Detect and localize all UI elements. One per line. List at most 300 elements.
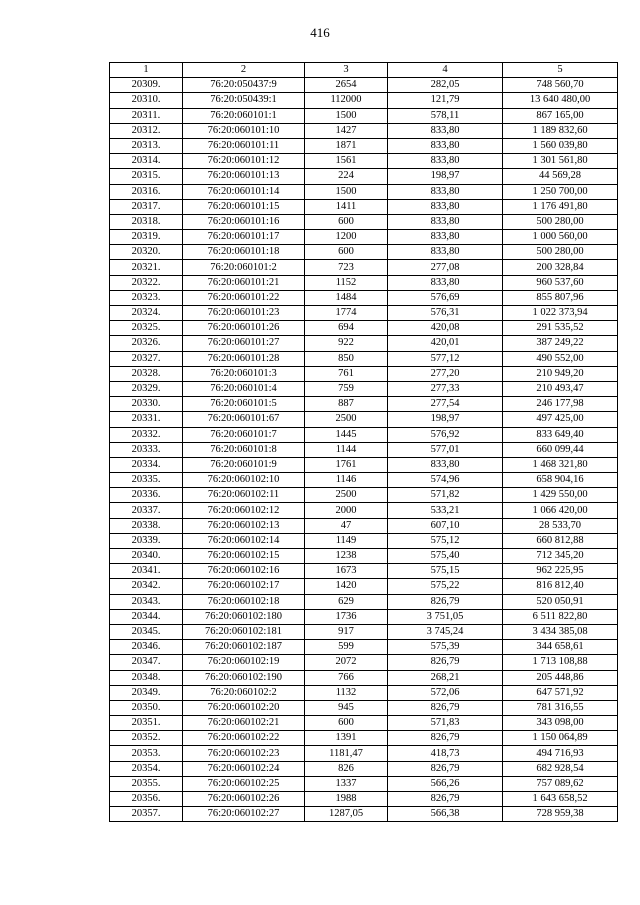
table-row [110,457,618,472]
cadastral-value-cell: 44 569,28 [503,169,618,184]
table-row [110,549,618,564]
table-row [110,351,618,366]
table-row [110,427,618,442]
row-number-cell: 20352. [110,731,183,746]
row-number-cell: 20347. [110,655,183,670]
cadastral-number-cell: 76:20:060101:15 [183,199,305,214]
cadastral-number-cell: 76:20:060102:181 [183,624,305,639]
cadastral-number-cell: 76:20:060102:10 [183,473,305,488]
cadastral-number-cell: 76:20:060101:23 [183,306,305,321]
specific-value-cell: 833,80 [388,457,503,472]
area-cell: 759 [305,381,388,396]
cadastral-number-cell: 76:20:060101:21 [183,275,305,290]
area-cell: 600 [305,716,388,731]
row-number-cell: 20320. [110,245,183,260]
row-number-cell: 20329. [110,381,183,396]
specific-value-cell: 826,79 [388,792,503,807]
table-row [110,609,618,624]
row-number-cell: 20319. [110,230,183,245]
cadastral-value-cell: 1 150 064,89 [503,731,618,746]
area-cell: 826 [305,761,388,776]
cadastral-value-cell: 1 022 373,94 [503,306,618,321]
row-number-cell: 20344. [110,609,183,624]
cadastral-value-cell: 962 225,95 [503,564,618,579]
specific-value-cell: 576,69 [388,290,503,305]
table-row [110,624,618,639]
table-row [110,245,618,260]
cadastral-number-cell: 76:20:060102:13 [183,518,305,533]
cadastral-number-cell: 76:20:050437:9 [183,78,305,93]
cadastral-value-cell: 1 643 658,52 [503,792,618,807]
specific-value-cell: 833,80 [388,154,503,169]
table-row [110,381,618,396]
cadastral-value-cell: 682 928,54 [503,761,618,776]
table-row [110,154,618,169]
table-row [110,655,618,670]
row-number-cell: 20323. [110,290,183,305]
area-cell: 1337 [305,776,388,791]
table-body [110,78,618,822]
row-number-cell: 20328. [110,366,183,381]
specific-value-cell: 577,12 [388,351,503,366]
row-number-cell: 20314. [110,154,183,169]
specific-value-cell: 833,80 [388,245,503,260]
row-number-cell: 20345. [110,624,183,639]
row-number-cell: 20313. [110,138,183,153]
cadastral-value-cell: 1 429 550,00 [503,488,618,503]
area-cell: 850 [305,351,388,366]
row-number-cell: 20316. [110,184,183,199]
table-row [110,321,618,336]
cadastral-number-cell: 76:20:060101:13 [183,169,305,184]
row-number-cell: 20321. [110,260,183,275]
area-cell: 1181,47 [305,746,388,761]
row-number-cell: 20336. [110,488,183,503]
cadastral-number-cell: 76:20:060102:17 [183,579,305,594]
table-row [110,397,618,412]
cadastral-number-cell: 76:20:060102:187 [183,640,305,655]
specific-value-cell: 577,01 [388,442,503,457]
area-cell: 2500 [305,488,388,503]
area-cell: 1500 [305,184,388,199]
cadastral-value-cell: 6 511 822,80 [503,609,618,624]
cadastral-value-cell: 660 812,88 [503,533,618,548]
area-cell: 1146 [305,473,388,488]
table-row [110,169,618,184]
table-row [110,93,618,108]
cadastral-number-cell: 76:20:060101:17 [183,230,305,245]
table-row [110,670,618,685]
area-cell: 1200 [305,230,388,245]
row-number-cell: 20340. [110,549,183,564]
row-number-cell: 20348. [110,670,183,685]
specific-value-cell: 277,20 [388,366,503,381]
cadastral-number-cell: 76:20:060101:4 [183,381,305,396]
specific-value-cell: 833,80 [388,230,503,245]
area-cell: 922 [305,336,388,351]
area-cell: 766 [305,670,388,685]
area-cell: 1144 [305,442,388,457]
specific-value-cell: 575,12 [388,533,503,548]
cadastral-value-cell: 748 560,70 [503,78,618,93]
land-parcel-table [109,62,618,822]
specific-value-cell: 277,54 [388,397,503,412]
page-number: 416 [310,25,330,40]
specific-value-cell: 833,80 [388,275,503,290]
row-number-cell: 20334. [110,457,183,472]
cadastral-number-cell: 76:20:060102:2 [183,685,305,700]
table-row [110,716,618,731]
table-row [110,488,618,503]
row-number-cell: 20342. [110,579,183,594]
row-number-cell: 20356. [110,792,183,807]
cadastral-value-cell: 781 316,55 [503,700,618,715]
specific-value-cell: 282,05 [388,78,503,93]
area-cell: 887 [305,397,388,412]
cadastral-value-cell: 500 280,00 [503,214,618,229]
cadastral-value-cell: 497 425,00 [503,412,618,427]
cadastral-value-cell: 867 165,00 [503,108,618,123]
table-header-row [110,63,618,78]
area-cell: 1736 [305,609,388,624]
area-cell: 2072 [305,655,388,670]
cadastral-value-cell: 1 560 039,80 [503,138,618,153]
specific-value-cell: 533,21 [388,503,503,518]
area-cell: 1871 [305,138,388,153]
cadastral-value-cell: 3 434 385,08 [503,624,618,639]
specific-value-cell: 198,97 [388,412,503,427]
cadastral-number-cell: 76:20:060101:1 [183,108,305,123]
specific-value-cell: 572,06 [388,685,503,700]
column-header-2: 2 [183,63,305,78]
cadastral-value-cell: 13 640 480,00 [503,93,618,108]
specific-value-cell: 833,80 [388,123,503,138]
specific-value-cell: 833,80 [388,138,503,153]
specific-value-cell: 575,39 [388,640,503,655]
cadastral-number-cell: 76:20:060102:22 [183,731,305,746]
row-number-cell: 20325. [110,321,183,336]
specific-value-cell: 575,40 [388,549,503,564]
row-number-cell: 20339. [110,533,183,548]
specific-value-cell: 418,73 [388,746,503,761]
table-row [110,412,618,427]
table-row [110,761,618,776]
area-cell: 1484 [305,290,388,305]
row-number-cell: 20327. [110,351,183,366]
cadastral-number-cell: 76:20:060102:23 [183,746,305,761]
cadastral-number-cell: 76:20:060102:14 [183,533,305,548]
table-row [110,108,618,123]
row-number-cell: 20310. [110,93,183,108]
cadastral-number-cell: 76:20:060101:10 [183,123,305,138]
row-number-cell: 20351. [110,716,183,731]
area-cell: 1561 [305,154,388,169]
cadastral-number-cell: 76:20:060102:12 [183,503,305,518]
cadastral-number-cell: 76:20:050439:1 [183,93,305,108]
specific-value-cell: 571,83 [388,716,503,731]
area-cell: 1132 [305,685,388,700]
row-number-cell: 20315. [110,169,183,184]
cadastral-value-cell: 712 345,20 [503,549,618,564]
table-row [110,746,618,761]
table-row [110,275,618,290]
area-cell: 1391 [305,731,388,746]
table-row [110,731,618,746]
area-cell: 629 [305,594,388,609]
row-number-cell: 20353. [110,746,183,761]
area-cell: 945 [305,700,388,715]
table-row [110,199,618,214]
row-number-cell: 20318. [110,214,183,229]
cadastral-value-cell: 210 493,47 [503,381,618,396]
specific-value-cell: 420,01 [388,336,503,351]
specific-value-cell: 3 745,24 [388,624,503,639]
cadastral-value-cell: 728 959,38 [503,807,618,822]
row-number-cell: 20326. [110,336,183,351]
row-number-cell: 20337. [110,503,183,518]
area-cell: 1761 [305,457,388,472]
area-cell: 47 [305,518,388,533]
cadastral-value-cell: 490 552,00 [503,351,618,366]
row-number-cell: 20311. [110,108,183,123]
area-cell: 1420 [305,579,388,594]
cadastral-value-cell: 1 250 700,00 [503,184,618,199]
cadastral-value-cell: 833 649,40 [503,427,618,442]
cadastral-number-cell: 76:20:060101:11 [183,138,305,153]
table-row [110,260,618,275]
column-header-5: 5 [503,63,618,78]
specific-value-cell: 578,11 [388,108,503,123]
row-number-cell: 20317. [110,199,183,214]
column-header-4: 4 [388,63,503,78]
area-cell: 600 [305,214,388,229]
cadastral-number-cell: 76:20:060102:11 [183,488,305,503]
cadastral-number-cell: 76:20:060101:9 [183,457,305,472]
specific-value-cell: 571,82 [388,488,503,503]
specific-value-cell: 198,97 [388,169,503,184]
cadastral-number-cell: 76:20:060101:7 [183,427,305,442]
area-cell: 599 [305,640,388,655]
cadastral-number-cell: 76:20:060102:21 [183,716,305,731]
area-cell: 2500 [305,412,388,427]
area-cell: 1287,05 [305,807,388,822]
area-cell: 1149 [305,533,388,548]
area-cell: 600 [305,245,388,260]
cadastral-number-cell: 76:20:060102:24 [183,761,305,776]
specific-value-cell: 575,15 [388,564,503,579]
row-number-cell: 20350. [110,700,183,715]
table-row [110,685,618,700]
area-cell: 224 [305,169,388,184]
table-row [110,366,618,381]
table-row [110,807,618,822]
specific-value-cell: 576,92 [388,427,503,442]
row-number-cell: 20330. [110,397,183,412]
area-cell: 694 [305,321,388,336]
specific-value-cell: 833,80 [388,184,503,199]
row-number-cell: 20309. [110,78,183,93]
cadastral-value-cell: 494 716,93 [503,746,618,761]
cadastral-number-cell: 76:20:060101:12 [183,154,305,169]
table-row [110,518,618,533]
cadastral-value-cell: 343 098,00 [503,716,618,731]
cadastral-value-cell: 520 050,91 [503,594,618,609]
specific-value-cell: 121,79 [388,93,503,108]
cadastral-number-cell: 76:20:060101:18 [183,245,305,260]
specific-value-cell: 566,38 [388,807,503,822]
area-cell: 2000 [305,503,388,518]
cadastral-value-cell: 1 713 108,88 [503,655,618,670]
area-cell: 761 [305,366,388,381]
cadastral-value-cell: 660 099,44 [503,442,618,457]
table-row [110,78,618,93]
cadastral-value-cell: 960 537,60 [503,275,618,290]
area-cell: 112000 [305,93,388,108]
specific-value-cell: 420,08 [388,321,503,336]
table-row [110,184,618,199]
cadastral-value-cell: 1 301 561,80 [503,154,618,169]
specific-value-cell: 826,79 [388,761,503,776]
cadastral-value-cell: 1 468 321,80 [503,457,618,472]
cadastral-number-cell: 76:20:060102:15 [183,549,305,564]
cadastral-number-cell: 76:20:060102:26 [183,792,305,807]
table-row [110,792,618,807]
cadastral-number-cell: 76:20:060102:20 [183,700,305,715]
cadastral-number-cell: 76:20:060101:28 [183,351,305,366]
cadastral-number-cell: 76:20:060101:27 [183,336,305,351]
row-number-cell: 20332. [110,427,183,442]
cadastral-value-cell: 205 448,86 [503,670,618,685]
specific-value-cell: 826,79 [388,655,503,670]
specific-value-cell: 268,21 [388,670,503,685]
area-cell: 1411 [305,199,388,214]
table-row [110,442,618,457]
specific-value-cell: 566,26 [388,776,503,791]
row-number-cell: 20346. [110,640,183,655]
cadastral-value-cell: 1 000 560,00 [503,230,618,245]
cadastral-number-cell: 76:20:060102:180 [183,609,305,624]
specific-value-cell: 826,79 [388,594,503,609]
row-number-cell: 20349. [110,685,183,700]
row-number-cell: 20322. [110,275,183,290]
cadastral-number-cell: 76:20:060102:18 [183,594,305,609]
table-row [110,776,618,791]
table-row [110,564,618,579]
area-cell: 1673 [305,564,388,579]
cadastral-value-cell: 1 066 420,00 [503,503,618,518]
specific-value-cell: 574,96 [388,473,503,488]
cadastral-value-cell: 855 807,96 [503,290,618,305]
table-row [110,336,618,351]
column-header-1: 1 [110,63,183,78]
specific-value-cell: 576,31 [388,306,503,321]
cadastral-value-cell: 344 658,61 [503,640,618,655]
cadastral-value-cell: 246 177,98 [503,397,618,412]
row-number-cell: 20324. [110,306,183,321]
row-number-cell: 20338. [110,518,183,533]
cadastral-value-cell: 757 089,62 [503,776,618,791]
row-number-cell: 20331. [110,412,183,427]
table-row [110,503,618,518]
cadastral-number-cell: 76:20:060101:67 [183,412,305,427]
row-number-cell: 20343. [110,594,183,609]
specific-value-cell: 607,10 [388,518,503,533]
specific-value-cell: 833,80 [388,199,503,214]
cadastral-value-cell: 1 176 491,80 [503,199,618,214]
cadastral-value-cell: 28 533,70 [503,518,618,533]
row-number-cell: 20335. [110,473,183,488]
area-cell: 1500 [305,108,388,123]
row-number-cell: 20333. [110,442,183,457]
row-number-cell: 20312. [110,123,183,138]
specific-value-cell: 575,22 [388,579,503,594]
area-cell: 723 [305,260,388,275]
area-cell: 1445 [305,427,388,442]
cadastral-value-cell: 658 904,16 [503,473,618,488]
table-row [110,290,618,305]
area-cell: 1774 [305,306,388,321]
cadastral-number-cell: 76:20:060102:27 [183,807,305,822]
area-cell: 2654 [305,78,388,93]
row-number-cell: 20355. [110,776,183,791]
cadastral-value-cell: 500 280,00 [503,245,618,260]
specific-value-cell: 277,08 [388,260,503,275]
table-row [110,473,618,488]
cadastral-number-cell: 76:20:060101:8 [183,442,305,457]
cadastral-number-cell: 76:20:060101:14 [183,184,305,199]
column-header-3: 3 [305,63,388,78]
area-cell: 917 [305,624,388,639]
table-row [110,700,618,715]
row-number-cell: 20357. [110,807,183,822]
cadastral-value-cell: 647 571,92 [503,685,618,700]
cadastral-value-cell: 1 189 832,60 [503,123,618,138]
specific-value-cell: 833,80 [388,214,503,229]
table-row [110,640,618,655]
area-cell: 1427 [305,123,388,138]
row-number-cell: 20354. [110,761,183,776]
table-row [110,214,618,229]
cadastral-number-cell: 76:20:060102:19 [183,655,305,670]
table-row [110,533,618,548]
cadastral-number-cell: 76:20:060101:22 [183,290,305,305]
cadastral-number-cell: 76:20:060101:2 [183,260,305,275]
table-row [110,306,618,321]
area-cell: 1988 [305,792,388,807]
cadastral-number-cell: 76:20:060102:190 [183,670,305,685]
cadastral-value-cell: 291 535,52 [503,321,618,336]
cadastral-value-cell: 210 949,20 [503,366,618,381]
table-row [110,138,618,153]
cadastral-number-cell: 76:20:060101:5 [183,397,305,412]
table-row [110,123,618,138]
cadastral-number-cell: 76:20:060101:3 [183,366,305,381]
cadastral-number-cell: 76:20:060101:26 [183,321,305,336]
specific-value-cell: 826,79 [388,700,503,715]
cadastral-number-cell: 76:20:060102:25 [183,776,305,791]
specific-value-cell: 277,33 [388,381,503,396]
cadastral-value-cell: 200 328,84 [503,260,618,275]
table-row [110,579,618,594]
cadastral-number-cell: 76:20:060101:16 [183,214,305,229]
specific-value-cell: 826,79 [388,731,503,746]
table-row [110,230,618,245]
area-cell: 1238 [305,549,388,564]
cadastral-value-cell: 387 249,22 [503,336,618,351]
row-number-cell: 20341. [110,564,183,579]
area-cell: 1152 [305,275,388,290]
specific-value-cell: 3 751,05 [388,609,503,624]
